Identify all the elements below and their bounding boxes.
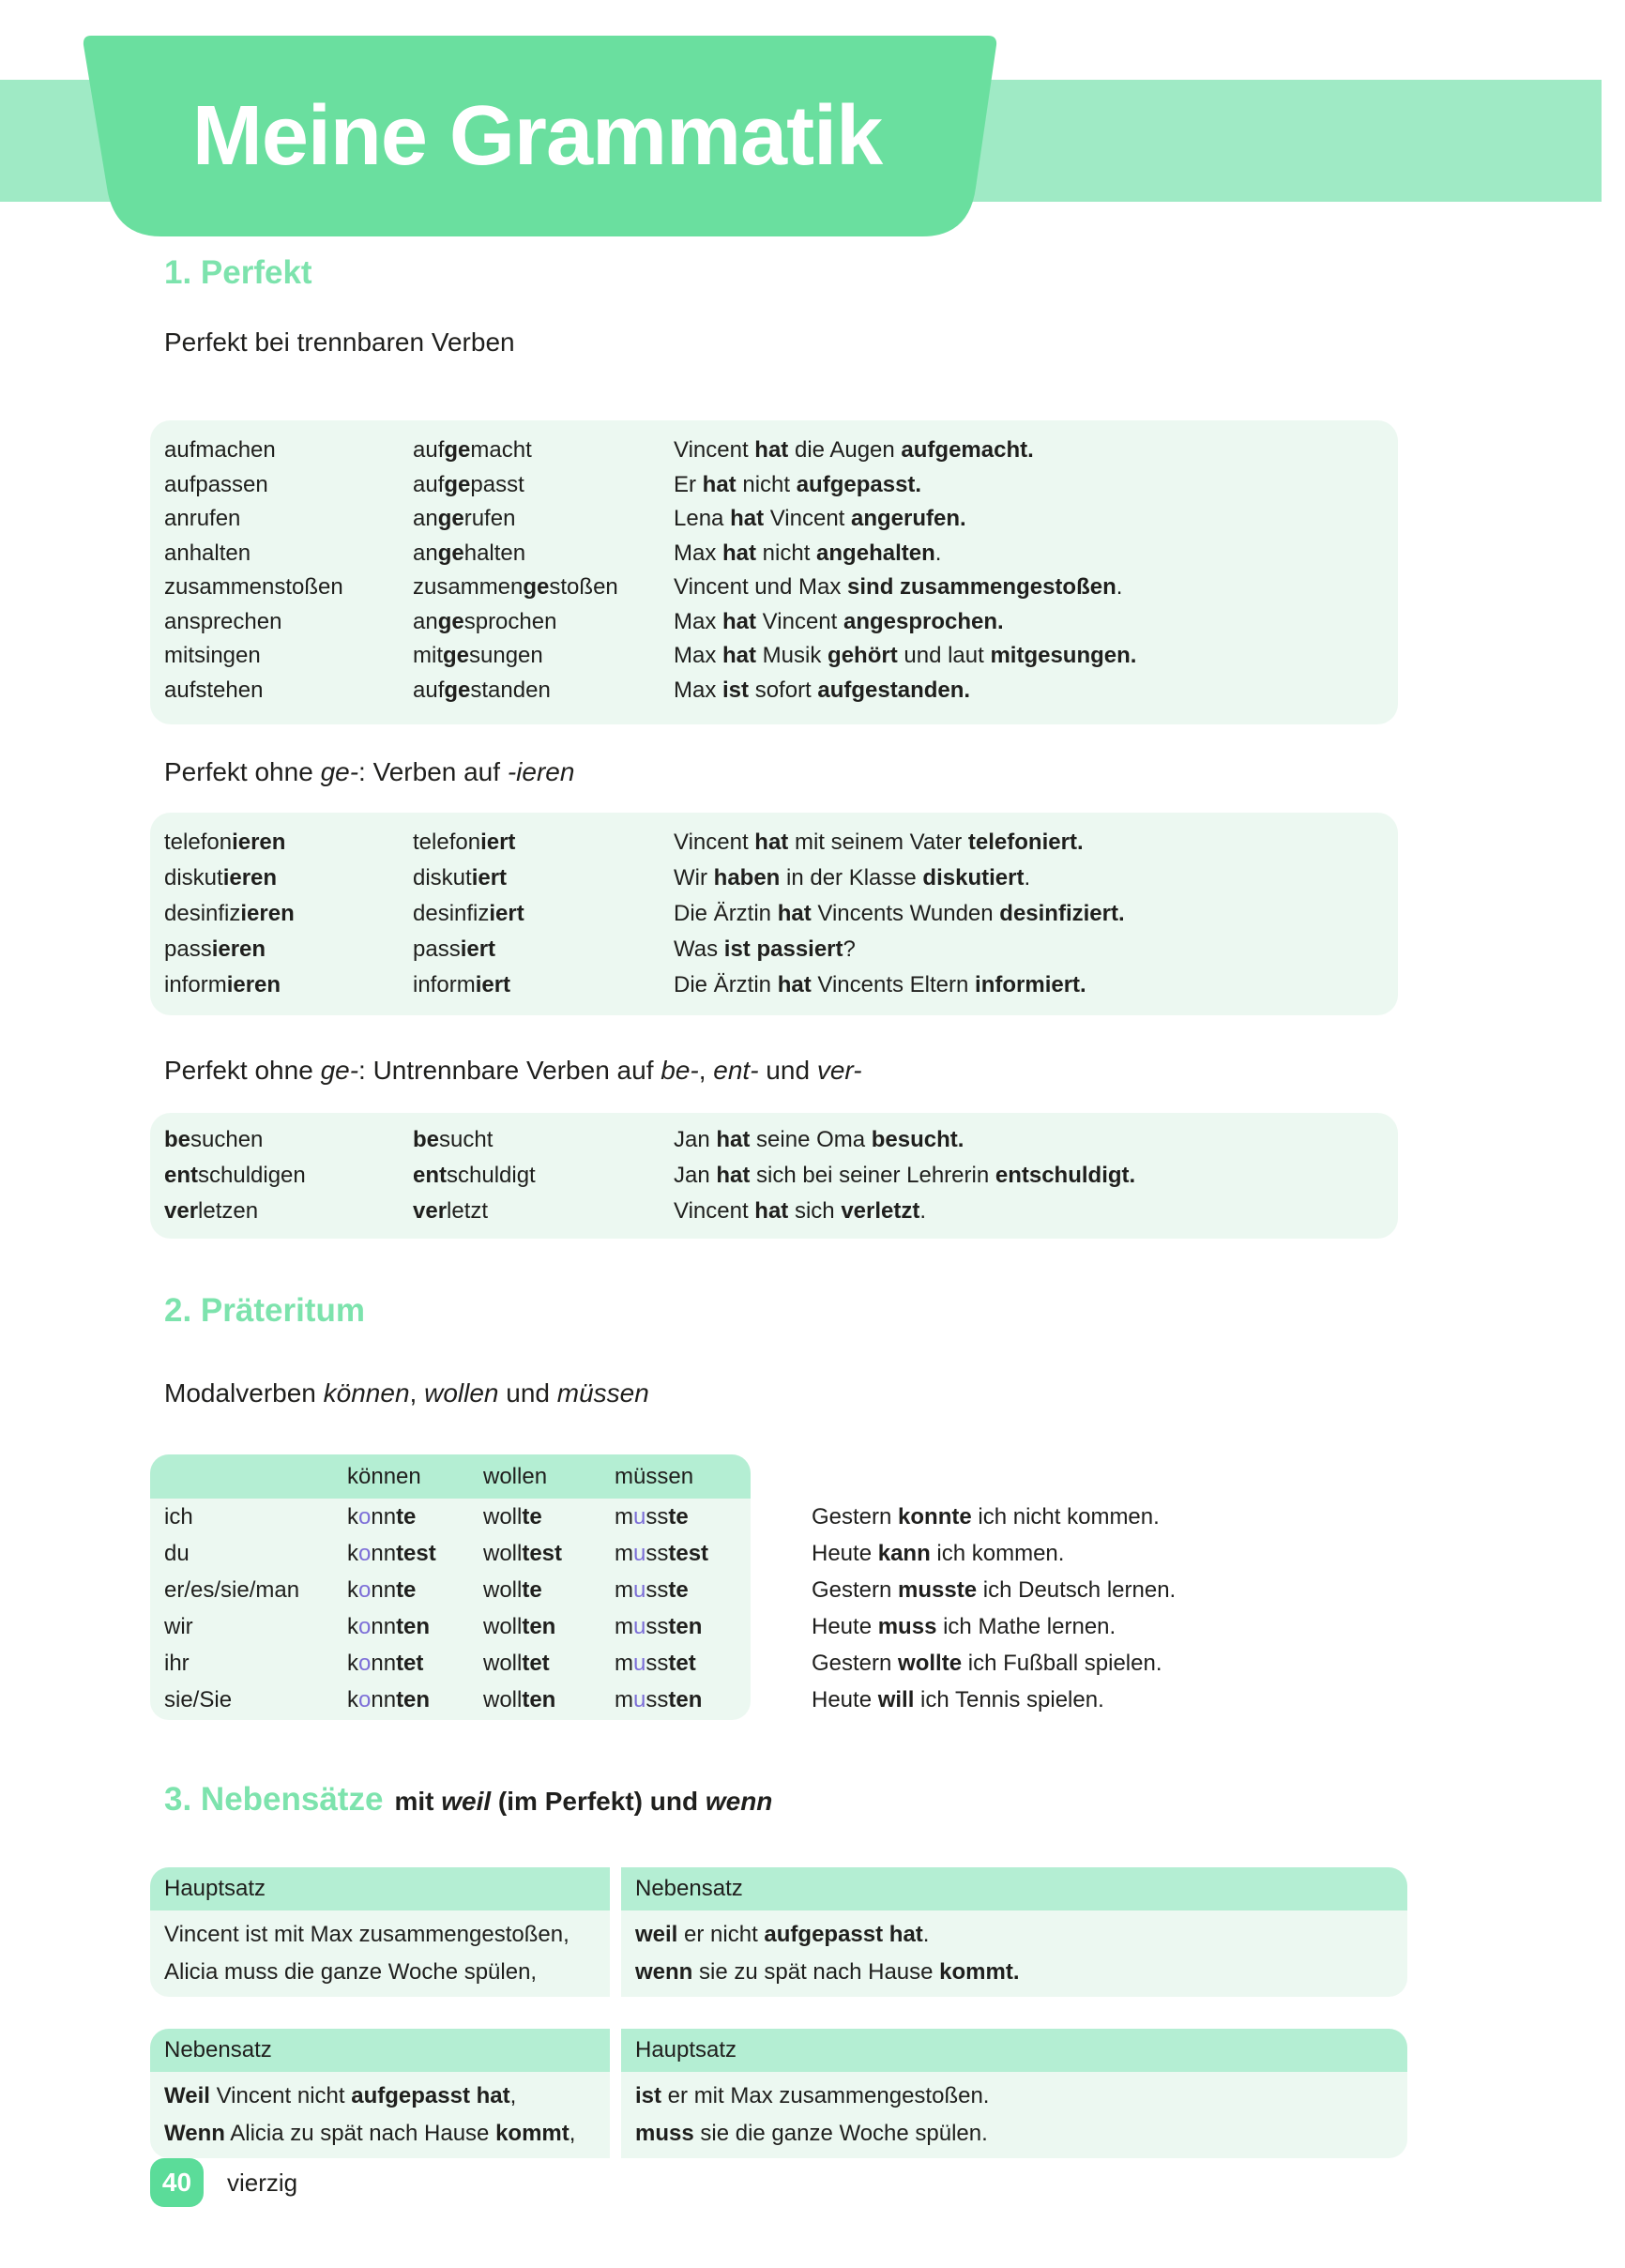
infinitive-cell: informieren xyxy=(164,972,281,997)
conjugation-row xyxy=(150,1608,751,1645)
clause-cell: Weil Vincent nicht aufgepasst hat, xyxy=(164,2083,517,2108)
infinitive-cell: passieren xyxy=(164,936,266,962)
table-row xyxy=(150,860,1398,896)
table-row xyxy=(150,1158,1398,1194)
koennen-form-cell: konntet xyxy=(347,1651,424,1676)
subheading-trennbare-verben: Perfekt bei trennbaren Verben xyxy=(164,327,515,357)
column-header: Hauptsatz xyxy=(621,2029,1407,2072)
infinitive-cell: mitsingen xyxy=(164,643,261,668)
participle-cell: mitgesungen xyxy=(413,643,543,668)
table-row xyxy=(150,605,1398,640)
muessen-form-cell: musste xyxy=(615,1504,689,1530)
subheading-untrennbare-verben: Perfekt ohne ge-: Untrennbare Verben auf be-, ent- und ver- xyxy=(164,1056,862,1085)
table-untrennbare-verben xyxy=(150,1113,1398,1239)
table-row xyxy=(150,932,1398,967)
infinitive-cell: anrufen xyxy=(164,506,241,531)
infinitive-cell: anhalten xyxy=(164,540,251,566)
table-hauptsatz-nebensatz-right xyxy=(621,1867,1407,1997)
example-sentence: Heute kann ich kommen. xyxy=(812,1541,1065,1566)
wollen-form-cell: wolltet xyxy=(483,1651,550,1676)
clause-cell: Wenn Alicia zu spät nach Hause kommt, xyxy=(164,2121,576,2146)
infinitive-cell: besuchen xyxy=(164,1127,264,1152)
example-sentence-cell: Jan hat sich bei seiner Lehrerin entschuldigt. xyxy=(674,1163,1136,1188)
table-row xyxy=(150,468,1398,503)
pronoun-cell: ihr xyxy=(164,1651,190,1676)
wollen-form-cell: wollten xyxy=(483,1687,556,1712)
infinitive-cell: zusammenstoßen xyxy=(164,574,343,600)
wollen-form-cell: wollte xyxy=(483,1504,542,1530)
koennen-form-cell: konnte xyxy=(347,1504,417,1530)
pronoun-cell: wir xyxy=(164,1614,193,1639)
example-sentence-cell: Wir haben in der Klasse diskutiert. xyxy=(674,865,1031,890)
example-sentence: Gestern konnte ich nicht kommen. xyxy=(812,1504,1160,1530)
koennen-form-cell: konntest xyxy=(347,1541,436,1566)
table-row xyxy=(150,639,1398,674)
header-wollen: wollen xyxy=(483,1464,548,1489)
table-row xyxy=(150,967,1398,1003)
infinitive-cell: desinfizieren xyxy=(164,901,295,926)
section-3-heading-black: mit weil (im Perfekt) und wenn xyxy=(394,1787,773,1816)
koennen-form-cell: konnten xyxy=(347,1687,431,1712)
subheading-ieren-verben: Perfekt ohne ge-: Verben auf -ieren xyxy=(164,757,575,786)
example-sentence: Heute muss ich Mathe lernen. xyxy=(812,1614,1116,1639)
infinitive-cell: verletzen xyxy=(164,1198,259,1224)
muessen-form-cell: musstest xyxy=(615,1541,709,1566)
pronoun-cell: er/es/sie/man xyxy=(164,1577,300,1603)
muessen-form-cell: musste xyxy=(615,1577,689,1603)
modal-example-sentences xyxy=(812,1499,1176,1718)
infinitive-cell: ansprechen xyxy=(164,608,282,634)
table-nebensatz-hauptsatz-right xyxy=(621,2029,1407,2158)
infinitive-cell: diskutieren xyxy=(164,865,278,890)
example-sentence-cell: Jan hat seine Oma besucht. xyxy=(674,1127,964,1152)
example-sentence-cell: Lena hat Vincent angerufen. xyxy=(674,506,966,531)
section-1-heading: 1. Perfekt xyxy=(164,254,312,291)
modal-verbs-table xyxy=(150,1454,751,1720)
column-header: Hauptsatz xyxy=(150,1867,610,1910)
participle-cell: telefoniert xyxy=(413,830,516,855)
wollen-form-cell: wolltest xyxy=(483,1541,563,1566)
clause-cell: weil er nicht aufgepasst hat. xyxy=(635,1922,930,1947)
page-number-word: vierzig xyxy=(227,2169,298,2197)
muessen-form-cell: mussten xyxy=(615,1687,703,1712)
conjugation-row xyxy=(150,1682,751,1718)
example-sentence-cell: Die Ärztin hat Vincents Wunden desinfiziert. xyxy=(674,901,1125,926)
column-header: Nebensatz xyxy=(150,2029,610,2072)
participle-cell: aufgepasst xyxy=(413,471,524,497)
table-row xyxy=(150,1122,1398,1158)
example-sentence-cell: Vincent hat die Augen aufgemacht. xyxy=(674,437,1034,463)
clause-cell: Alicia muss die ganze Woche spülen, xyxy=(164,1959,538,1985)
participle-cell: aufgemacht xyxy=(413,437,532,463)
clause-cell: muss sie die ganze Woche spülen. xyxy=(635,2121,988,2146)
participle-cell: aufgestanden xyxy=(413,677,551,703)
conjugation-row xyxy=(150,1645,751,1682)
column-header: Nebensatz xyxy=(621,1867,1407,1910)
table-row xyxy=(150,825,1398,860)
table-trennbare-verben xyxy=(150,420,1398,724)
header-muessen: müssen xyxy=(615,1464,694,1489)
participle-cell: diskutiert xyxy=(413,865,508,890)
participle-cell: informiert xyxy=(413,972,511,997)
example-sentence-cell: Vincent und Max sind zusammengestoßen. xyxy=(674,574,1123,600)
clause-cell: ist er mit Max zusammengestoßen. xyxy=(635,2083,990,2108)
participle-cell: angerufen xyxy=(413,506,516,531)
pronoun-cell: ich xyxy=(164,1504,193,1530)
table-ieren-verben xyxy=(150,813,1398,1015)
infinitive-cell: aufstehen xyxy=(164,677,264,703)
empty-header-cell xyxy=(164,1454,347,1499)
clause-cell: Vincent ist mit Max zusammengestoßen, xyxy=(164,1922,570,1947)
example-sentence-cell: Er hat nicht aufgepasst. xyxy=(674,471,922,497)
table-row xyxy=(150,502,1398,537)
example-sentence-cell: Die Ärztin hat Vincents Eltern informiert. xyxy=(674,972,1086,997)
conjugation-row xyxy=(150,1499,751,1535)
participle-cell: passiert xyxy=(413,936,496,962)
infinitive-cell: entschuldigen xyxy=(164,1163,306,1188)
example-sentence-cell: Was ist passiert? xyxy=(674,936,856,962)
pronoun-cell: du xyxy=(164,1541,190,1566)
example-sentence-cell: Max hat Vincent angesprochen. xyxy=(674,608,1004,634)
participle-cell: desinfiziert xyxy=(413,901,524,926)
example-sentence-cell: Vincent hat mit seinem Vater telefoniert. xyxy=(674,830,1084,855)
example-sentence-cell: Max hat nicht angehalten. xyxy=(674,540,942,566)
example-sentence-cell: Max hat Musik gehört und laut mitgesungen. xyxy=(674,643,1137,668)
pronoun-cell: sie/Sie xyxy=(164,1687,233,1712)
section-3-heading xyxy=(164,1781,772,1819)
koennen-form-cell: konnte xyxy=(347,1577,417,1603)
koennen-form-cell: konnten xyxy=(347,1614,431,1639)
muessen-form-cell: musstet xyxy=(615,1651,696,1676)
table-hauptsatz-nebensatz-left xyxy=(150,1867,610,1997)
participle-cell: zusammengestoßen xyxy=(413,574,618,600)
wollen-form-cell: wollte xyxy=(483,1577,542,1603)
participle-cell: besucht xyxy=(413,1127,494,1152)
example-sentence: Heute will ich Tennis spielen. xyxy=(812,1687,1104,1712)
participle-cell: angesprochen xyxy=(413,608,557,634)
table-row xyxy=(150,434,1398,468)
modal-table-body xyxy=(150,1499,751,1718)
clause-cell: wenn sie zu spät nach Hause kommt. xyxy=(635,1959,1020,1985)
table-nebensatz-hauptsatz-left xyxy=(150,2029,610,2158)
header-koennen: können xyxy=(347,1464,421,1489)
page-number-badge: 40 xyxy=(150,2158,204,2207)
table-row xyxy=(150,896,1398,932)
conjugation-row xyxy=(150,1535,751,1572)
muessen-form-cell: mussten xyxy=(615,1614,703,1639)
section-3-heading-green: 3. Nebensätze xyxy=(164,1781,384,1818)
participle-cell: verletzt xyxy=(413,1198,489,1224)
subheading-modalverben: Modalverben können, wollen und müssen xyxy=(164,1378,649,1408)
example-sentence-cell: Vincent hat sich verletzt. xyxy=(674,1198,927,1224)
table-row xyxy=(150,537,1398,571)
example-sentence-cell: Max ist sofort aufgestanden. xyxy=(674,677,971,703)
table-row xyxy=(150,571,1398,605)
example-sentence: Gestern musste ich Deutsch lernen. xyxy=(812,1577,1177,1603)
table-row xyxy=(150,674,1398,708)
modal-table-header-row xyxy=(150,1454,751,1499)
conjugation-row xyxy=(150,1572,751,1608)
participle-cell: angehalten xyxy=(413,540,526,566)
example-sentence: Gestern wollte ich Fußball spielen. xyxy=(812,1651,1162,1676)
infinitive-cell: telefonieren xyxy=(164,830,286,855)
infinitive-cell: aufmachen xyxy=(164,437,276,463)
section-2-heading: 2. Präteritum xyxy=(164,1292,365,1329)
table-row xyxy=(150,1194,1398,1229)
participle-cell: entschuldigt xyxy=(413,1163,536,1188)
wollen-form-cell: wollten xyxy=(483,1614,556,1639)
infinitive-cell: aufpassen xyxy=(164,471,268,497)
page-title: Meine Grammatik xyxy=(191,89,883,183)
